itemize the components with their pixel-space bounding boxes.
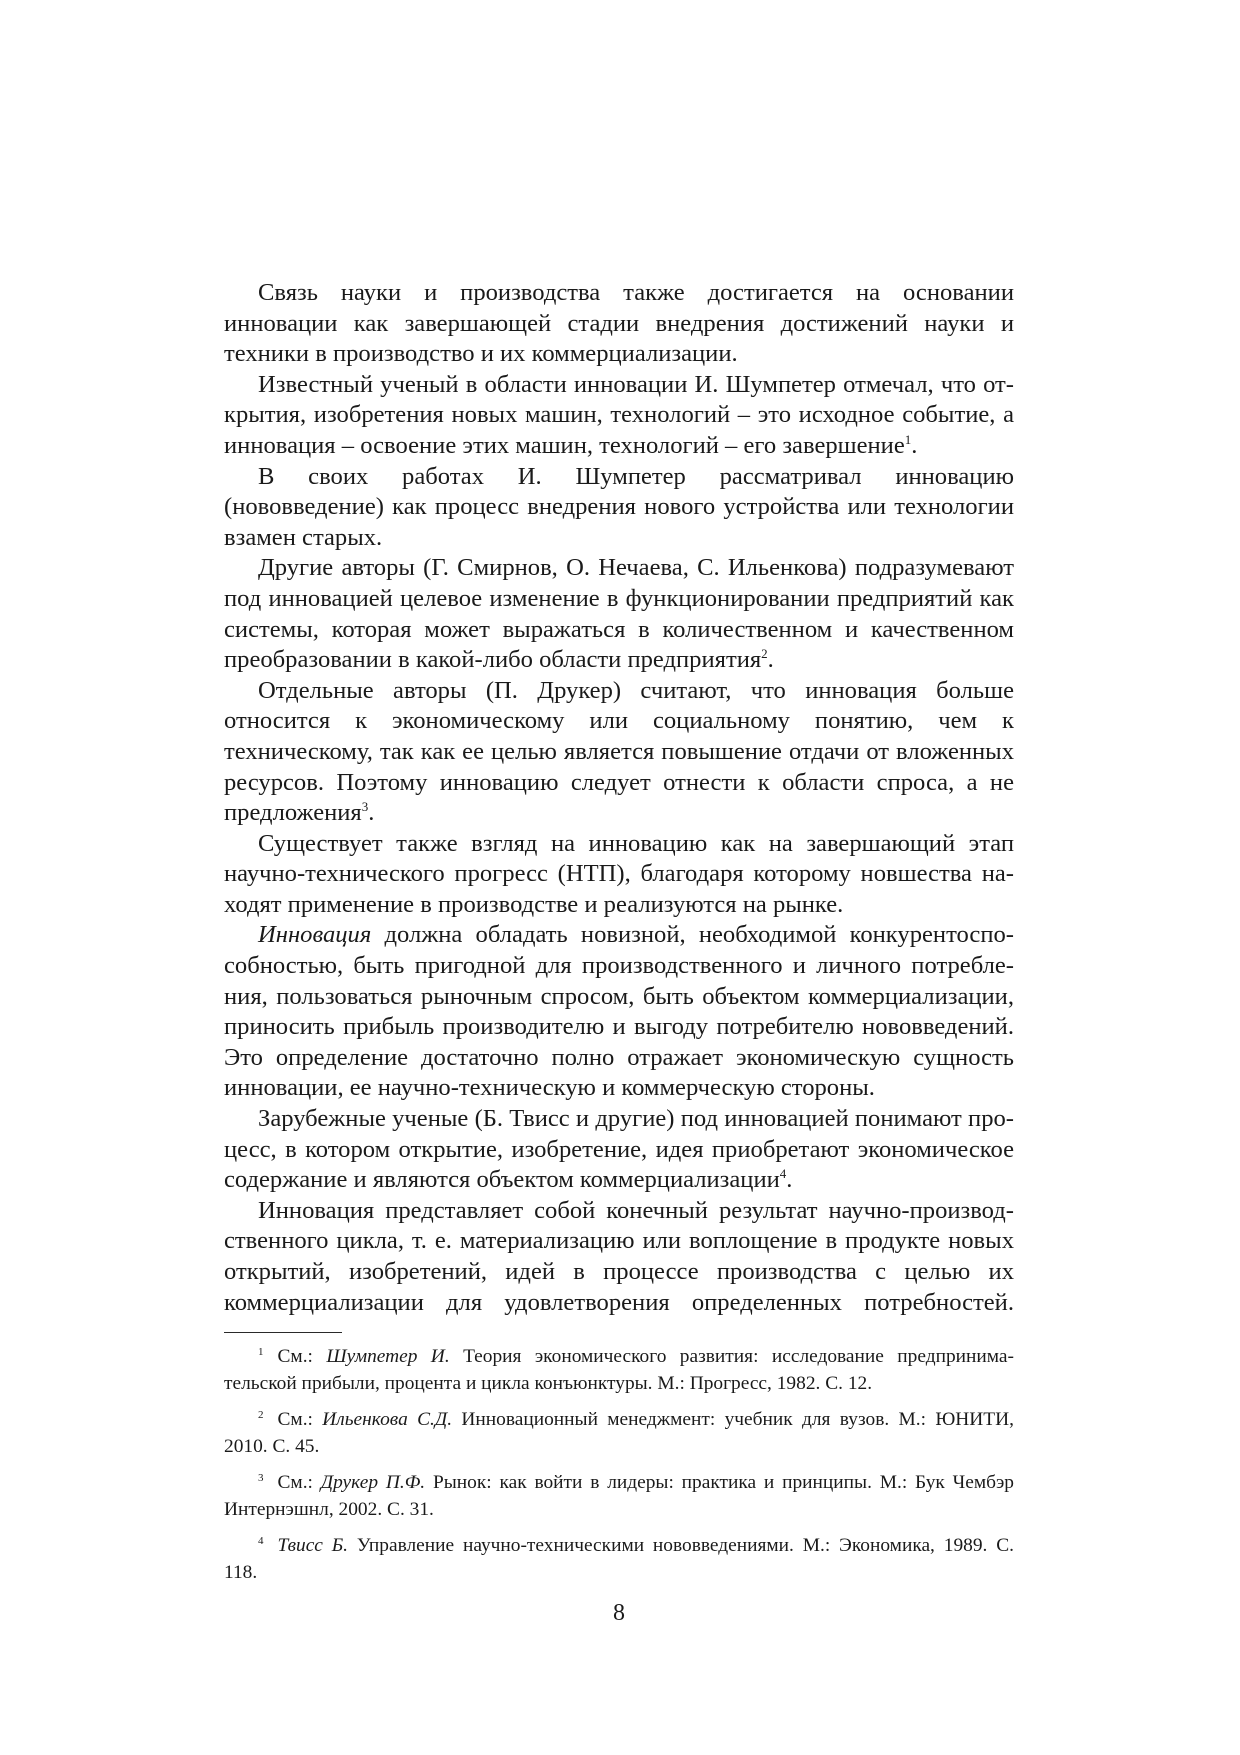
paragraph: Связь науки и производства также достигается на основании инновации как завершающей стадии внедрения достижений науки и техники в производство и их коммерциализации.	[224, 279, 1014, 368]
paragraph: Инновация должна обладать новизной, необходимой конкурентоспособностью, быть пригодной для производственного и личного потребления, пользоваться рыночным спросом, быть объектом коммерциализации, приносить прибыль производителю и выгоду потребителю нововведений. Это определение достаточно полно отражает экономическую сущность инновации, ее научно-техническую и коммерческую стороны.	[224, 921, 1014, 1102]
main-text	[224, 278, 1014, 1318]
footnote-ref[interactable]: 4	[779, 1166, 787, 1182]
footnote-ref[interactable]: 2	[761, 645, 768, 661]
footnote-number: 1	[258, 1345, 264, 1358]
paragraph: Отдельные авторы (П. Друкер) считают, что инновация больше относится к экономическому или социальному понятию, чем к техническому, так как ее целью является повышение отдачи от вложенных ресурсов. Поэтому инновацию следует отнести к области спроса, а не предложения$^3$.	[224, 676, 1014, 827]
footnote: $^3$ См.: Друкер П.Ф. Рынок: как войти в лидеры: практика и принципы. М.: Бук Чембэр Интернэшнл, 2002. С. 31.	[224, 1471, 1014, 1521]
paragraph: Другие авторы (Г. Смирнов, О. Нечаева, С. Ильенкова) подразумевают под инновацией целевое изменение в функционировании предприятий как системы, которая может выражаться в количественном и качественном преобразовании в какой-либо области предприятия$^2$.	[224, 554, 1014, 674]
footnote-ref[interactable]: 3	[361, 798, 369, 814]
footnote-author: Друкер П.Ф.	[320, 1472, 426, 1494]
footnote-number: 2	[258, 1408, 264, 1421]
paragraph: Зарубежные ученые (Б. Твисс и другие) под инновацией понимают процесс, в котором открытие, изобретение, идея приобретают экономическое содержание и являются объектом коммерциализации$^4$.	[224, 1105, 1014, 1194]
footnote-divider	[224, 1332, 342, 1333]
paragraph: Существует также взгляд на инновацию как на завершающий этап научно-технического прогресс (НТП), благодаря которому новшества находят применение в производстве и реализуются на рынке.	[224, 829, 1014, 918]
paragraph: В своих работах И. Шумпетер рассматривал инновацию (нововведение) как процесс внедрения нового устройства или технологии взамен старых.	[224, 462, 1014, 551]
footnote-ref[interactable]: 1	[904, 431, 912, 447]
footnote-author: Твисс Б.	[277, 1535, 349, 1557]
footnotes	[224, 1343, 1014, 1586]
paragraph: Инновация представляет собой конечный результат научно-производственного цикла, т. е. материализацию или воплощение в продукте новых открытий, изобретений, идей в процессе производства с целью их коммерциализации для удовлетворения определенных потребностей.	[224, 1196, 1014, 1316]
paragraph: Известный ученый в области инновации И. Шумпетер отмечал, что открытия, изобретения новых машин, технологий – это исходное событие, а инновация – освоение этих машин, технологий – его завершение$^1$.	[224, 370, 1014, 459]
footnote-number: 4	[258, 1534, 264, 1547]
footnote-author: Шумпетер И.	[326, 1346, 450, 1368]
page-number: 8	[613, 1600, 625, 1627]
footnote-author: Ильенкова С.Д.	[322, 1409, 453, 1431]
footnote: $^4$ Твисс Б. Управление научно-техническими нововведениями. М.: Экономика, 1989. С. 118.	[224, 1534, 1014, 1584]
defined-term: Инновация	[258, 921, 372, 949]
footnote: $^1$ См.: Шумпетер И. Теория экономического развития: исследование предпринимательской прибыли, процента и цикла конъюнктуры. М.: Прогресс, 1982. С. 12.	[224, 1345, 1014, 1395]
footnote-number: 3	[258, 1471, 264, 1484]
page	[224, 278, 1014, 1627]
footnote: $^2$ См.: Ильенкова С.Д. Инновационный менеджмент: учебник для вузов. М.: ЮНИТИ, 2010. С. 45.	[224, 1408, 1014, 1458]
